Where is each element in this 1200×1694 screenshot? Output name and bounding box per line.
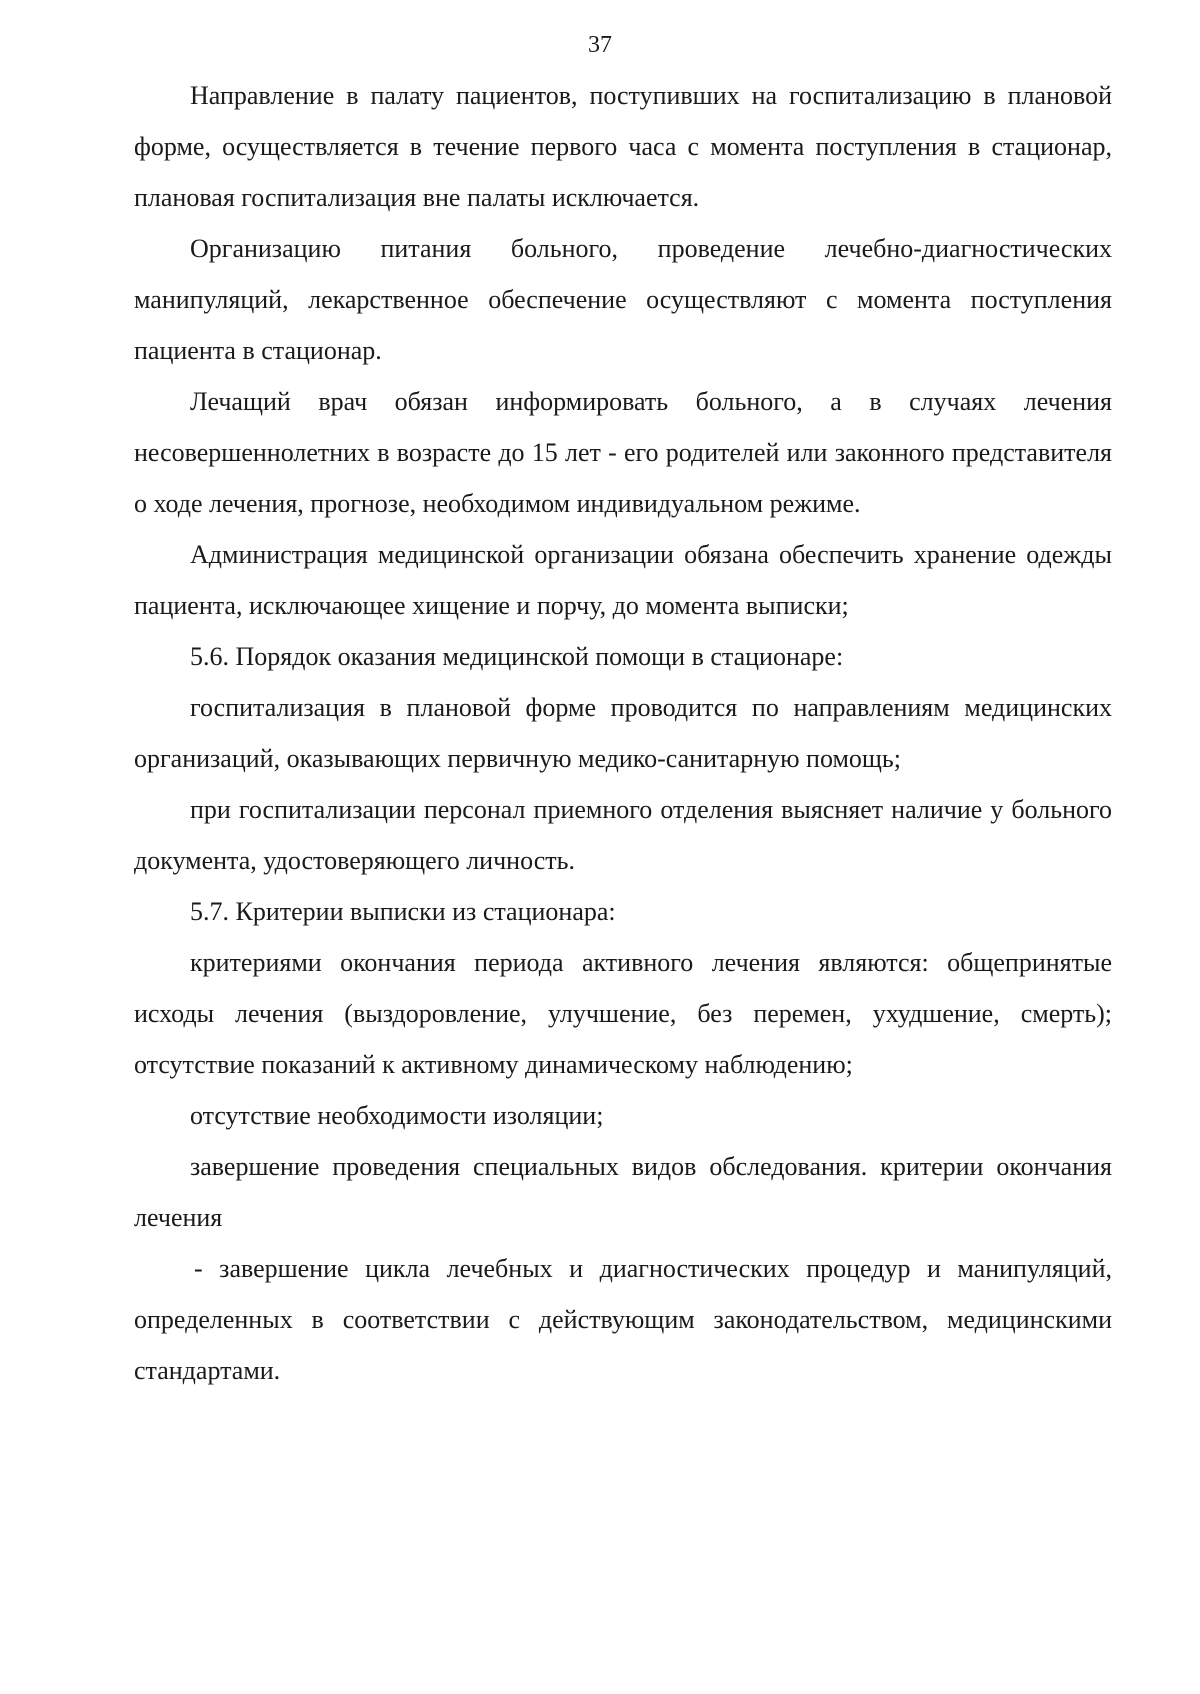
paragraph-no-isolation: отсутствие необходимости изоляции; — [190, 1101, 604, 1130]
document-body — [134, 70, 1112, 1396]
paragraph-procedures-completed: - завершение цикла лечебных и диагностических процедур и манипуляций, определенных в соответствии с действующим законодательством, медицинскими стандартами. — [134, 1254, 1112, 1385]
paragraph-ward-admission: Направление в палату пациентов, поступивших на госпитализацию в плановой форме, осуществляется в течение первого часа с момента поступления в стационар, плановая госпитализация вне палаты исключается. — [134, 81, 1112, 212]
paragraph-examinations-completed: завершение проведения специальных видов обследования. критерии окончания лечения — [134, 1152, 1112, 1232]
page-number: 37 — [588, 32, 612, 58]
paragraph-treatment-criteria: критериями окончания периода активного лечения являются: общепринятые исходы лечения (выздоровление, улучшение, без перемен, ухудшение, смерть); отсутствие показаний к активному динамическому наблюдению; — [134, 948, 1112, 1079]
section-heading-5-7: 5.7. Критерии выписки из стационара: — [190, 897, 616, 926]
section-heading-5-6: 5.6. Порядок оказания медицинской помощи в стационаре: — [190, 642, 844, 671]
paragraph-nutrition-organization: Организацию питания больного, проведение лечебно-диагностических манипуляций, лекарственное обеспечение осуществляют с момента поступления пациента в стационар. — [134, 234, 1112, 365]
paragraph-planned-hospitalization: госпитализация в плановой форме проводится по направлениям медицинских организаций, оказывающих первичную медико-санитарную помощь; — [134, 693, 1112, 773]
paragraph-doctor-informing: Лечащий врач обязан информировать больного, а в случаях лечения несовершеннолетних в возрасте до 15 лет - его родителей или законного представителя о ходе лечения, прогнозе, необходимом индивидуальном режиме. — [134, 387, 1112, 518]
paragraph-clothing-storage: Администрация медицинской организации обязана обеспечить хранение одежды пациента, исключающее хищение и порчу, до момента выписки; — [134, 540, 1112, 620]
paragraph-identity-document: при госпитализации персонал приемного отделения выясняет наличие у больного документа, удостоверяющего личность. — [134, 795, 1112, 875]
